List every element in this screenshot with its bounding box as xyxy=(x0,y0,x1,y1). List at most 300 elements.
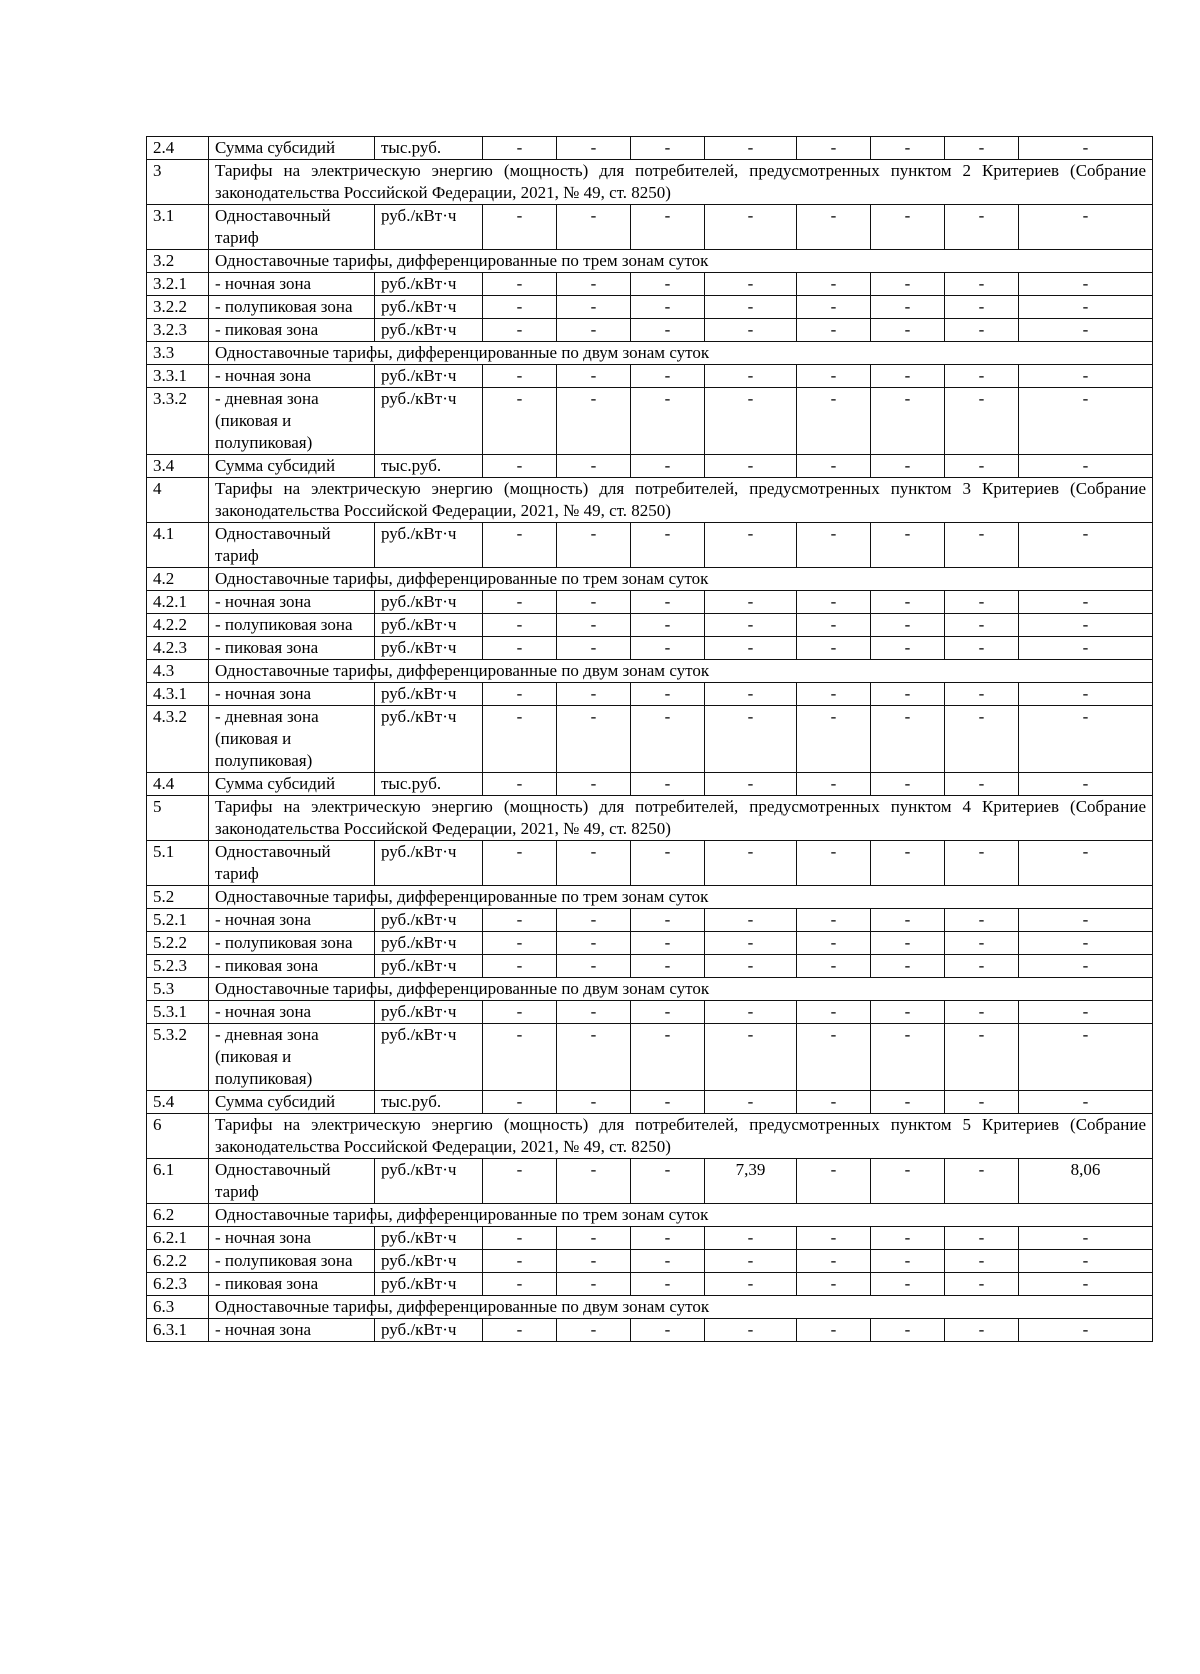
value-cell: - xyxy=(705,388,797,455)
value-cell: - xyxy=(797,296,871,319)
value-cell: - xyxy=(483,955,557,978)
table-row xyxy=(147,1024,1153,1091)
value-cell: - xyxy=(557,591,631,614)
value-cell: - xyxy=(483,1273,557,1296)
value-cell: - xyxy=(945,1159,1019,1204)
section-row xyxy=(147,978,1153,1001)
value-cell: - xyxy=(945,1024,1019,1091)
value-cell: - xyxy=(557,614,631,637)
section-row xyxy=(147,160,1153,205)
indicator-name: - пиковая зона xyxy=(209,319,375,342)
value-cell: - xyxy=(705,296,797,319)
value-cell: - xyxy=(1019,1250,1153,1273)
value-cell: - xyxy=(1019,637,1153,660)
section-heading: Тарифы на электрическую энергию (мощность) для потребителей, предусмотренных пунктом 5 Критериев (Собрание законодательства Российской Федерации, 2021, № 49, ст. 8250) xyxy=(209,1114,1153,1159)
value-cell: - xyxy=(797,1273,871,1296)
value-cell: - xyxy=(705,455,797,478)
value-cell: - xyxy=(483,614,557,637)
row-number: 4 xyxy=(147,478,209,523)
unit-cell: руб./кВт·ч xyxy=(375,706,483,773)
value-cell: - xyxy=(631,683,705,706)
value-cell: - xyxy=(797,955,871,978)
row-number: 5.2.1 xyxy=(147,909,209,932)
value-cell: - xyxy=(705,591,797,614)
value-cell: - xyxy=(871,683,945,706)
indicator-name: - дневная зона (пиковая и полупиковая) xyxy=(209,706,375,773)
value-cell: - xyxy=(1019,841,1153,886)
unit-cell: руб./кВт·ч xyxy=(375,273,483,296)
table-row xyxy=(147,591,1153,614)
value-cell: - xyxy=(797,319,871,342)
value-cell: - xyxy=(557,1273,631,1296)
value-cell: - xyxy=(483,1159,557,1204)
value-cell: - xyxy=(483,909,557,932)
row-number: 3.1 xyxy=(147,205,209,250)
value-cell: - xyxy=(945,1250,1019,1273)
table-row xyxy=(147,273,1153,296)
value-cell: - xyxy=(557,1227,631,1250)
value-cell: - xyxy=(1019,773,1153,796)
row-number: 3.3 xyxy=(147,342,209,365)
row-number: 2.4 xyxy=(147,137,209,160)
value-cell: - xyxy=(1019,523,1153,568)
value-cell: - xyxy=(945,296,1019,319)
value-cell: - xyxy=(1019,319,1153,342)
unit-cell: руб./кВт·ч xyxy=(375,296,483,319)
section-row xyxy=(147,1114,1153,1159)
indicator-name: - ночная зона xyxy=(209,1001,375,1024)
section-row xyxy=(147,568,1153,591)
value-cell: - xyxy=(871,455,945,478)
value-cell: - xyxy=(797,137,871,160)
value-cell: - xyxy=(557,205,631,250)
value-cell: - xyxy=(631,273,705,296)
unit-cell: руб./кВт·ч xyxy=(375,205,483,250)
indicator-name: - дневная зона (пиковая и полупиковая) xyxy=(209,1024,375,1091)
value-cell: - xyxy=(871,365,945,388)
value-cell: - xyxy=(483,773,557,796)
value-cell: - xyxy=(557,523,631,568)
indicator-name: Сумма субсидий xyxy=(209,137,375,160)
value-cell: - xyxy=(797,273,871,296)
value-cell: 8,06 xyxy=(1019,1159,1153,1204)
value-cell: - xyxy=(705,1091,797,1114)
section-row xyxy=(147,886,1153,909)
value-cell: - xyxy=(871,1227,945,1250)
indicator-name: - полупиковая зона xyxy=(209,932,375,955)
value-cell: - xyxy=(557,1250,631,1273)
value-cell: - xyxy=(483,523,557,568)
table-row xyxy=(147,1250,1153,1273)
value-cell: - xyxy=(631,591,705,614)
value-cell: - xyxy=(705,1250,797,1273)
value-cell: - xyxy=(797,1091,871,1114)
value-cell: - xyxy=(871,273,945,296)
value-cell: - xyxy=(871,841,945,886)
unit-cell: руб./кВт·ч xyxy=(375,365,483,388)
section-heading: Одноставочные тарифы, дифференцированные по двум зонам суток xyxy=(209,342,1153,365)
value-cell: - xyxy=(557,137,631,160)
section-heading: Одноставочные тарифы, дифференцированные по трем зонам суток xyxy=(209,1204,1153,1227)
value-cell: - xyxy=(631,773,705,796)
value-cell: - xyxy=(631,909,705,932)
value-cell: - xyxy=(945,841,1019,886)
value-cell: - xyxy=(945,1273,1019,1296)
value-cell: - xyxy=(1019,1001,1153,1024)
value-cell: - xyxy=(797,591,871,614)
value-cell: - xyxy=(557,455,631,478)
value-cell: - xyxy=(945,1001,1019,1024)
value-cell: - xyxy=(945,637,1019,660)
tariff-table xyxy=(146,136,1153,1342)
value-cell: - xyxy=(631,137,705,160)
table-row xyxy=(147,932,1153,955)
value-cell: - xyxy=(945,955,1019,978)
value-cell: - xyxy=(483,706,557,773)
indicator-name: Одноставочный тариф xyxy=(209,523,375,568)
row-number: 6.2.2 xyxy=(147,1250,209,1273)
value-cell: - xyxy=(631,637,705,660)
value-cell: - xyxy=(483,683,557,706)
value-cell: - xyxy=(871,319,945,342)
unit-cell: руб./кВт·ч xyxy=(375,614,483,637)
row-number: 5.2.3 xyxy=(147,955,209,978)
row-number: 5.2.2 xyxy=(147,932,209,955)
value-cell: - xyxy=(705,319,797,342)
table-row xyxy=(147,1159,1153,1204)
row-number: 4.2 xyxy=(147,568,209,591)
value-cell: - xyxy=(705,205,797,250)
unit-cell: тыс.руб. xyxy=(375,455,483,478)
value-cell: - xyxy=(705,1001,797,1024)
table-row xyxy=(147,841,1153,886)
row-number: 3.2.1 xyxy=(147,273,209,296)
row-number: 5 xyxy=(147,796,209,841)
indicator-name: - полупиковая зона xyxy=(209,1250,375,1273)
value-cell: - xyxy=(797,455,871,478)
value-cell: - xyxy=(631,319,705,342)
value-cell: - xyxy=(483,591,557,614)
indicator-name: Одноставочный тариф xyxy=(209,205,375,250)
value-cell: - xyxy=(557,932,631,955)
indicator-name: Одноставочный тариф xyxy=(209,841,375,886)
value-cell: - xyxy=(483,388,557,455)
value-cell: - xyxy=(705,614,797,637)
value-cell: - xyxy=(483,1024,557,1091)
value-cell: - xyxy=(1019,1273,1153,1296)
unit-cell: руб./кВт·ч xyxy=(375,1273,483,1296)
value-cell: - xyxy=(797,1024,871,1091)
table-row xyxy=(147,1273,1153,1296)
indicator-name: Одноставочный тариф xyxy=(209,1159,375,1204)
value-cell: - xyxy=(1019,365,1153,388)
value-cell: - xyxy=(871,1159,945,1204)
value-cell: - xyxy=(945,1319,1019,1342)
value-cell: - xyxy=(1019,1091,1153,1114)
section-heading: Тарифы на электрическую энергию (мощность) для потребителей, предусмотренных пунктом 3 Критериев (Собрание законодательства Российской Федерации, 2021, № 49, ст. 8250) xyxy=(209,478,1153,523)
row-number: 6.2.1 xyxy=(147,1227,209,1250)
row-number: 3.2.2 xyxy=(147,296,209,319)
value-cell: - xyxy=(557,909,631,932)
unit-cell: руб./кВт·ч xyxy=(375,319,483,342)
value-cell: - xyxy=(871,932,945,955)
value-cell: - xyxy=(797,909,871,932)
row-number: 5.2 xyxy=(147,886,209,909)
table-row xyxy=(147,1001,1153,1024)
value-cell: - xyxy=(871,773,945,796)
value-cell: - xyxy=(631,523,705,568)
value-cell: - xyxy=(483,1001,557,1024)
table-row xyxy=(147,319,1153,342)
value-cell: - xyxy=(1019,388,1153,455)
value-cell: - xyxy=(705,683,797,706)
unit-cell: руб./кВт·ч xyxy=(375,1001,483,1024)
section-heading: Одноставочные тарифы, дифференцированные по трем зонам суток xyxy=(209,886,1153,909)
value-cell: - xyxy=(631,1024,705,1091)
value-cell: - xyxy=(631,1273,705,1296)
value-cell: - xyxy=(871,137,945,160)
value-cell: - xyxy=(871,1273,945,1296)
value-cell: - xyxy=(797,388,871,455)
value-cell: - xyxy=(483,1227,557,1250)
row-number: 5.3.1 xyxy=(147,1001,209,1024)
value-cell: - xyxy=(1019,1227,1153,1250)
value-cell: - xyxy=(705,1227,797,1250)
value-cell: - xyxy=(557,841,631,886)
value-cell: - xyxy=(945,614,1019,637)
unit-cell: руб./кВт·ч xyxy=(375,932,483,955)
row-number: 6.1 xyxy=(147,1159,209,1204)
indicator-name: - дневная зона (пиковая и полупиковая) xyxy=(209,388,375,455)
value-cell: - xyxy=(871,1319,945,1342)
value-cell: 7,39 xyxy=(705,1159,797,1204)
value-cell: - xyxy=(945,683,1019,706)
unit-cell: тыс.руб. xyxy=(375,137,483,160)
value-cell: - xyxy=(557,365,631,388)
value-cell: - xyxy=(483,455,557,478)
indicator-name: - ночная зона xyxy=(209,365,375,388)
value-cell: - xyxy=(945,591,1019,614)
value-cell: - xyxy=(945,137,1019,160)
value-cell: - xyxy=(631,1319,705,1342)
value-cell: - xyxy=(1019,455,1153,478)
value-cell: - xyxy=(705,932,797,955)
indicator-name: - пиковая зона xyxy=(209,1273,375,1296)
value-cell: - xyxy=(631,365,705,388)
value-cell: - xyxy=(871,614,945,637)
row-number: 3.3.2 xyxy=(147,388,209,455)
value-cell: - xyxy=(705,637,797,660)
value-cell: - xyxy=(631,1159,705,1204)
value-cell: - xyxy=(705,365,797,388)
value-cell: - xyxy=(631,955,705,978)
indicator-name: - полупиковая зона xyxy=(209,296,375,319)
value-cell: - xyxy=(483,273,557,296)
value-cell: - xyxy=(871,296,945,319)
table-row xyxy=(147,455,1153,478)
value-cell: - xyxy=(945,388,1019,455)
table-row xyxy=(147,523,1153,568)
value-cell: - xyxy=(871,591,945,614)
value-cell: - xyxy=(871,955,945,978)
section-heading: Одноставочные тарифы, дифференцированные по трем зонам суток xyxy=(209,250,1153,273)
unit-cell: тыс.руб. xyxy=(375,1091,483,1114)
value-cell: - xyxy=(483,1319,557,1342)
row-number: 5.3.2 xyxy=(147,1024,209,1091)
value-cell: - xyxy=(483,365,557,388)
row-number: 3.3.1 xyxy=(147,365,209,388)
table-row xyxy=(147,773,1153,796)
value-cell: - xyxy=(705,1273,797,1296)
table-row xyxy=(147,1091,1153,1114)
value-cell: - xyxy=(557,296,631,319)
value-cell: - xyxy=(705,137,797,160)
section-heading: Одноставочные тарифы, дифференцированные по трем зонам суток xyxy=(209,568,1153,591)
indicator-name: - ночная зона xyxy=(209,273,375,296)
section-heading: Одноставочные тарифы, дифференцированные по двум зонам суток xyxy=(209,978,1153,1001)
row-number: 6.2.3 xyxy=(147,1273,209,1296)
row-number: 3.2.3 xyxy=(147,319,209,342)
value-cell: - xyxy=(1019,955,1153,978)
row-number: 6 xyxy=(147,1114,209,1159)
value-cell: - xyxy=(797,1159,871,1204)
value-cell: - xyxy=(483,637,557,660)
value-cell: - xyxy=(1019,591,1153,614)
value-cell: - xyxy=(705,523,797,568)
indicator-name: - ночная зона xyxy=(209,1227,375,1250)
unit-cell: руб./кВт·ч xyxy=(375,841,483,886)
value-cell: - xyxy=(797,523,871,568)
value-cell: - xyxy=(1019,1024,1153,1091)
value-cell: - xyxy=(871,637,945,660)
value-cell: - xyxy=(871,909,945,932)
value-cell: - xyxy=(871,1001,945,1024)
value-cell: - xyxy=(797,1319,871,1342)
section-heading: Тарифы на электрическую энергию (мощность) для потребителей, предусмотренных пунктом 2 Критериев (Собрание законодательства Российской Федерации, 2021, № 49, ст. 8250) xyxy=(209,160,1153,205)
value-cell: - xyxy=(945,773,1019,796)
value-cell: - xyxy=(797,637,871,660)
row-number: 4.1 xyxy=(147,523,209,568)
row-number: 4.3.1 xyxy=(147,683,209,706)
row-number: 6.3.1 xyxy=(147,1319,209,1342)
value-cell: - xyxy=(705,706,797,773)
value-cell: - xyxy=(945,523,1019,568)
table-row xyxy=(147,137,1153,160)
row-number: 5.3 xyxy=(147,978,209,1001)
row-number: 3.4 xyxy=(147,455,209,478)
section-row xyxy=(147,342,1153,365)
table-row xyxy=(147,205,1153,250)
table-row xyxy=(147,909,1153,932)
row-number: 6.2 xyxy=(147,1204,209,1227)
value-cell: - xyxy=(945,455,1019,478)
value-cell: - xyxy=(797,683,871,706)
indicator-name: - ночная зона xyxy=(209,591,375,614)
value-cell: - xyxy=(871,706,945,773)
value-cell: - xyxy=(705,841,797,886)
table-row xyxy=(147,1319,1153,1342)
value-cell: - xyxy=(631,841,705,886)
tariff-table-body xyxy=(147,137,1153,1342)
row-number: 4.4 xyxy=(147,773,209,796)
section-row xyxy=(147,1204,1153,1227)
value-cell: - xyxy=(557,273,631,296)
row-number: 6.3 xyxy=(147,1296,209,1319)
value-cell: - xyxy=(797,841,871,886)
indicator-name: - ночная зона xyxy=(209,1319,375,1342)
indicator-name: - полупиковая зона xyxy=(209,614,375,637)
value-cell: - xyxy=(631,932,705,955)
unit-cell: руб./кВт·ч xyxy=(375,523,483,568)
table-row xyxy=(147,706,1153,773)
row-number: 5.4 xyxy=(147,1091,209,1114)
unit-cell: руб./кВт·ч xyxy=(375,955,483,978)
value-cell: - xyxy=(797,365,871,388)
value-cell: - xyxy=(797,614,871,637)
row-number: 5.1 xyxy=(147,841,209,886)
indicator-name: - ночная зона xyxy=(209,683,375,706)
unit-cell: руб./кВт·ч xyxy=(375,388,483,455)
value-cell: - xyxy=(705,909,797,932)
value-cell: - xyxy=(705,273,797,296)
section-row xyxy=(147,796,1153,841)
section-row xyxy=(147,250,1153,273)
section-heading: Одноставочные тарифы, дифференцированные по двум зонам суток xyxy=(209,660,1153,683)
value-cell: - xyxy=(871,1024,945,1091)
value-cell: - xyxy=(945,1091,1019,1114)
value-cell: - xyxy=(1019,614,1153,637)
value-cell: - xyxy=(945,706,1019,773)
value-cell: - xyxy=(705,773,797,796)
section-row xyxy=(147,478,1153,523)
unit-cell: руб./кВт·ч xyxy=(375,637,483,660)
value-cell: - xyxy=(871,1091,945,1114)
indicator-name: Сумма субсидий xyxy=(209,773,375,796)
value-cell: - xyxy=(945,909,1019,932)
indicator-name: Сумма субсидий xyxy=(209,455,375,478)
indicator-name: - пиковая зона xyxy=(209,955,375,978)
section-heading: Одноставочные тарифы, дифференцированные по двум зонам суток xyxy=(209,1296,1153,1319)
value-cell: - xyxy=(797,1250,871,1273)
value-cell: - xyxy=(797,932,871,955)
value-cell: - xyxy=(871,523,945,568)
value-cell: - xyxy=(483,841,557,886)
value-cell: - xyxy=(945,1227,1019,1250)
value-cell: - xyxy=(1019,273,1153,296)
value-cell: - xyxy=(945,932,1019,955)
value-cell: - xyxy=(705,1024,797,1091)
value-cell: - xyxy=(705,955,797,978)
table-row xyxy=(147,1227,1153,1250)
value-cell: - xyxy=(631,296,705,319)
value-cell: - xyxy=(483,205,557,250)
value-cell: - xyxy=(557,388,631,455)
unit-cell: руб./кВт·ч xyxy=(375,1319,483,1342)
value-cell: - xyxy=(483,137,557,160)
indicator-name: - пиковая зона xyxy=(209,637,375,660)
unit-cell: руб./кВт·ч xyxy=(375,683,483,706)
value-cell: - xyxy=(705,1319,797,1342)
value-cell: - xyxy=(557,955,631,978)
value-cell: - xyxy=(557,1159,631,1204)
value-cell: - xyxy=(797,1227,871,1250)
value-cell: - xyxy=(557,683,631,706)
value-cell: - xyxy=(871,388,945,455)
value-cell: - xyxy=(557,1024,631,1091)
table-row xyxy=(147,637,1153,660)
value-cell: - xyxy=(797,1001,871,1024)
row-number: 4.2.1 xyxy=(147,591,209,614)
